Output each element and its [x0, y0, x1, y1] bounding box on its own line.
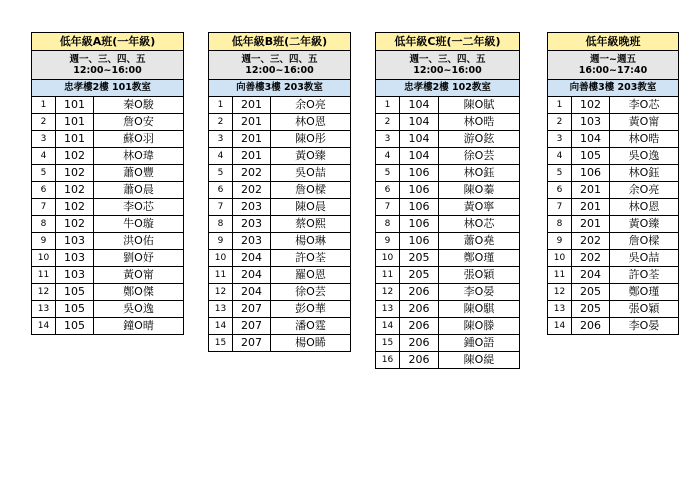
- student-name: 詹O樑: [610, 233, 679, 250]
- row-number: 7: [209, 199, 233, 216]
- homeroom-number: 102: [56, 165, 94, 182]
- student-row: [548, 284, 679, 301]
- homeroom-number: 106: [400, 165, 439, 182]
- student-row: [209, 267, 351, 284]
- row-number: 1: [376, 97, 400, 114]
- schedule-cell: [32, 51, 184, 80]
- student-row: [209, 301, 351, 318]
- student-row: [376, 352, 520, 369]
- student-name: 牛O璇: [94, 216, 184, 233]
- student-name: 鄭O瑾: [439, 250, 520, 267]
- row-number: 1: [32, 97, 56, 114]
- class-table-b: [208, 32, 351, 352]
- student-row: [548, 216, 679, 233]
- schedule-time: 12:00~16:00: [73, 65, 142, 76]
- class-title: 低年級A班(一年級): [32, 33, 184, 51]
- row-number: 14: [32, 318, 56, 335]
- homeroom-number: 106: [400, 182, 439, 199]
- row-number: 11: [209, 267, 233, 284]
- student-name: 張O穎: [439, 267, 520, 284]
- student-row: [32, 199, 184, 216]
- student-row: [32, 284, 184, 301]
- student-row: [548, 199, 679, 216]
- homeroom-number: 105: [56, 301, 94, 318]
- schedule-time: 12:00~16:00: [413, 65, 482, 76]
- student-name: 詹O樑: [271, 182, 351, 199]
- homeroom-number: 104: [400, 131, 439, 148]
- student-name: 黃O寧: [439, 199, 520, 216]
- student-name: 林O芯: [439, 216, 520, 233]
- student-row: [32, 131, 184, 148]
- student-row: [209, 216, 351, 233]
- student-row: [209, 114, 351, 131]
- homeroom-number: 202: [572, 250, 610, 267]
- student-name: 陳O滕: [439, 318, 520, 335]
- row-number: 13: [376, 301, 400, 318]
- row-number: 11: [376, 267, 400, 284]
- row-number: 12: [32, 284, 56, 301]
- row-number: 7: [32, 199, 56, 216]
- row-number: 8: [32, 216, 56, 233]
- table-title-row: [548, 33, 679, 51]
- row-number: 5: [548, 165, 572, 182]
- row-number: 14: [209, 318, 233, 335]
- schedule-cell: [376, 51, 520, 80]
- student-row: [209, 131, 351, 148]
- homeroom-number: 103: [56, 267, 94, 284]
- homeroom-number: 207: [233, 301, 271, 318]
- student-name: 吳O逸: [610, 148, 679, 165]
- row-number: 13: [209, 301, 233, 318]
- homeroom-number: 201: [233, 131, 271, 148]
- student-row: [548, 131, 679, 148]
- homeroom-number: 203: [233, 216, 271, 233]
- student-row: [32, 182, 184, 199]
- student-name: 林O鈺: [610, 165, 679, 182]
- row-number: 2: [209, 114, 233, 131]
- student-name: 陳O蓁: [439, 182, 520, 199]
- homeroom-number: 204: [572, 267, 610, 284]
- row-number: 2: [548, 114, 572, 131]
- student-name: 余O亮: [271, 97, 351, 114]
- student-name: 潘O霆: [271, 318, 351, 335]
- student-name: 許O荃: [271, 250, 351, 267]
- student-row: [548, 182, 679, 199]
- row-number: 5: [209, 165, 233, 182]
- row-number: 2: [32, 114, 56, 131]
- student-row: [548, 148, 679, 165]
- student-row: [376, 233, 520, 250]
- homeroom-number: 102: [56, 148, 94, 165]
- row-number: 3: [32, 131, 56, 148]
- row-number: 10: [209, 250, 233, 267]
- schedule-days: 週一、三、四、五: [69, 54, 146, 65]
- homeroom-number: 207: [233, 335, 271, 352]
- homeroom-number: 206: [400, 318, 439, 335]
- classroom-row: [32, 80, 184, 97]
- student-row: [376, 318, 520, 335]
- student-name: 吳O喆: [610, 250, 679, 267]
- row-number: 16: [376, 352, 400, 369]
- homeroom-number: 207: [233, 318, 271, 335]
- student-row: [32, 301, 184, 318]
- student-name: 徐O芸: [439, 148, 520, 165]
- class-table-evening: [547, 32, 679, 335]
- row-number: 9: [209, 233, 233, 250]
- student-name: 黃O甯: [94, 267, 184, 284]
- student-name: 李O晏: [439, 284, 520, 301]
- schedule-time: 12:00~16:00: [245, 65, 314, 76]
- row-number: 8: [376, 216, 400, 233]
- homeroom-number: 104: [400, 97, 439, 114]
- schedule-row: [548, 51, 679, 80]
- classroom-location: 忠孝樓2樓 102教室: [376, 80, 520, 97]
- student-name: 陳O彤: [271, 131, 351, 148]
- homeroom-number: 102: [572, 97, 610, 114]
- class-table-c: [375, 32, 520, 369]
- student-row: [548, 233, 679, 250]
- homeroom-number: 203: [233, 199, 271, 216]
- student-row: [209, 199, 351, 216]
- student-row: [32, 216, 184, 233]
- student-name: 黃O臻: [271, 148, 351, 165]
- row-number: 4: [209, 148, 233, 165]
- student-name: 林O瑋: [94, 148, 184, 165]
- row-number: 8: [548, 216, 572, 233]
- row-number: 14: [548, 318, 572, 335]
- schedule-row: [209, 51, 351, 80]
- student-row: [209, 250, 351, 267]
- classroom-row: [209, 80, 351, 97]
- homeroom-number: 204: [233, 284, 271, 301]
- student-row: [209, 97, 351, 114]
- schedule-row: [32, 51, 184, 80]
- row-number: 13: [548, 301, 572, 318]
- homeroom-number: 101: [56, 131, 94, 148]
- homeroom-number: 202: [233, 165, 271, 182]
- student-name: 陳O騏: [439, 301, 520, 318]
- student-name: 蕭O豐: [94, 165, 184, 182]
- student-name: 李O芯: [610, 97, 679, 114]
- homeroom-number: 101: [56, 114, 94, 131]
- student-row: [32, 114, 184, 131]
- student-row: [548, 301, 679, 318]
- row-number: 10: [376, 250, 400, 267]
- student-name: 鍾O語: [439, 335, 520, 352]
- row-number: 12: [376, 284, 400, 301]
- student-name: 張O穎: [610, 301, 679, 318]
- student-name: 林O鈺: [439, 165, 520, 182]
- student-name: 李O晏: [610, 318, 679, 335]
- homeroom-number: 102: [56, 216, 94, 233]
- homeroom-number: 201: [233, 148, 271, 165]
- student-name: 李O芯: [94, 199, 184, 216]
- student-name: 彭O華: [271, 301, 351, 318]
- homeroom-number: 205: [572, 284, 610, 301]
- row-number: 2: [376, 114, 400, 131]
- row-number: 8: [209, 216, 233, 233]
- row-number: 6: [209, 182, 233, 199]
- student-row: [376, 335, 520, 352]
- homeroom-number: 102: [56, 182, 94, 199]
- homeroom-number: 106: [400, 233, 439, 250]
- student-row: [32, 267, 184, 284]
- student-name: 陳O晨: [271, 199, 351, 216]
- homeroom-number: 201: [233, 114, 271, 131]
- row-number: 9: [548, 233, 572, 250]
- student-name: 林O晧: [610, 131, 679, 148]
- row-number: 3: [209, 131, 233, 148]
- student-row: [376, 284, 520, 301]
- classroom-location: 向善樓3樓 203教室: [548, 80, 679, 97]
- student-name: 羅O恩: [271, 267, 351, 284]
- student-row: [376, 301, 520, 318]
- schedule-cell: [548, 51, 679, 80]
- row-number: 15: [209, 335, 233, 352]
- row-number: 9: [376, 233, 400, 250]
- homeroom-number: 201: [572, 216, 610, 233]
- student-row: [32, 97, 184, 114]
- student-row: [376, 199, 520, 216]
- student-row: [376, 148, 520, 165]
- row-number: 6: [32, 182, 56, 199]
- student-row: [376, 250, 520, 267]
- student-name: 徐O芸: [271, 284, 351, 301]
- student-row: [548, 318, 679, 335]
- homeroom-number: 103: [56, 250, 94, 267]
- row-number: 1: [209, 97, 233, 114]
- row-number: 12: [209, 284, 233, 301]
- student-row: [548, 97, 679, 114]
- homeroom-number: 202: [233, 182, 271, 199]
- homeroom-number: 201: [233, 97, 271, 114]
- homeroom-number: 201: [572, 182, 610, 199]
- student-name: 蘇O羽: [94, 131, 184, 148]
- student-row: [32, 250, 184, 267]
- student-row: [209, 335, 351, 352]
- row-number: 5: [376, 165, 400, 182]
- row-number: 14: [376, 318, 400, 335]
- classroom-row: [376, 80, 520, 97]
- student-name: 余O亮: [610, 182, 679, 199]
- homeroom-number: 204: [233, 267, 271, 284]
- homeroom-number: 206: [400, 284, 439, 301]
- schedule-days: 週一、三、四、五: [409, 54, 486, 65]
- homeroom-number: 106: [400, 199, 439, 216]
- homeroom-number: 205: [400, 267, 439, 284]
- homeroom-number: 202: [572, 233, 610, 250]
- table-title-row: [209, 33, 351, 51]
- homeroom-number: 201: [572, 199, 610, 216]
- student-name: 劉O妤: [94, 250, 184, 267]
- homeroom-number: 205: [572, 301, 610, 318]
- student-name: 蕭O堯: [439, 233, 520, 250]
- class-title: 低年級C班(一二年級): [376, 33, 520, 51]
- student-row: [209, 284, 351, 301]
- homeroom-number: 105: [572, 148, 610, 165]
- row-number: 13: [32, 301, 56, 318]
- homeroom-number: 105: [56, 284, 94, 301]
- table-title-row: [376, 33, 520, 51]
- student-row: [376, 131, 520, 148]
- homeroom-number: 205: [400, 250, 439, 267]
- homeroom-number: 206: [400, 301, 439, 318]
- homeroom-number: 104: [572, 131, 610, 148]
- homeroom-number: 106: [572, 165, 610, 182]
- schedule-time: 16:00~17:40: [578, 65, 648, 76]
- class-title: 低年級晚班: [548, 33, 679, 51]
- student-row: [32, 233, 184, 250]
- row-number: 10: [548, 250, 572, 267]
- classroom-location: 向善樓3樓 203教室: [209, 80, 351, 97]
- student-row: [376, 216, 520, 233]
- student-row: [376, 182, 520, 199]
- student-row: [548, 267, 679, 284]
- homeroom-number: 206: [572, 318, 610, 335]
- student-name: 楊O琳: [271, 233, 351, 250]
- homeroom-number: 103: [56, 233, 94, 250]
- row-number: 7: [548, 199, 572, 216]
- class-table-a: [31, 32, 184, 335]
- homeroom-number: 101: [56, 97, 94, 114]
- student-name: 鄭O傑: [94, 284, 184, 301]
- student-name: 陳O賦: [439, 97, 520, 114]
- schedule-days: 週一、三、四、五: [241, 54, 318, 65]
- schedule-days: 週一~週五: [590, 54, 636, 65]
- student-row: [209, 182, 351, 199]
- student-row: [32, 165, 184, 182]
- row-number: 5: [32, 165, 56, 182]
- student-name: 吳O喆: [271, 165, 351, 182]
- student-row: [32, 148, 184, 165]
- homeroom-number: 206: [400, 335, 439, 352]
- student-row: [376, 97, 520, 114]
- student-row: [209, 165, 351, 182]
- row-number: 11: [32, 267, 56, 284]
- student-name: 楊O睎: [271, 335, 351, 352]
- homeroom-number: 103: [572, 114, 610, 131]
- student-name: 黃O臻: [610, 216, 679, 233]
- row-number: 15: [376, 335, 400, 352]
- homeroom-number: 102: [56, 199, 94, 216]
- row-number: 3: [548, 131, 572, 148]
- student-name: 陳O緹: [439, 352, 520, 369]
- classroom-location: 忠孝樓2樓 101教室: [32, 80, 184, 97]
- student-name: 許O荃: [610, 267, 679, 284]
- student-row: [209, 233, 351, 250]
- student-name: 游O鉉: [439, 131, 520, 148]
- row-number: 10: [32, 250, 56, 267]
- student-name: 林O恩: [271, 114, 351, 131]
- student-row: [376, 267, 520, 284]
- row-number: 6: [548, 182, 572, 199]
- row-number: 6: [376, 182, 400, 199]
- homeroom-number: 105: [56, 318, 94, 335]
- student-row: [209, 148, 351, 165]
- row-number: 1: [548, 97, 572, 114]
- student-name: 林O恩: [610, 199, 679, 216]
- row-number: 4: [548, 148, 572, 165]
- student-row: [32, 318, 184, 335]
- schedule-cell: [209, 51, 351, 80]
- student-name: 吳O逸: [94, 301, 184, 318]
- student-name: 蔡O熙: [271, 216, 351, 233]
- row-number: 7: [376, 199, 400, 216]
- row-number: 12: [548, 284, 572, 301]
- student-name: 詹O安: [94, 114, 184, 131]
- class-title: 低年級B班(二年級): [209, 33, 351, 51]
- classroom-row: [548, 80, 679, 97]
- table-title-row: [32, 33, 184, 51]
- homeroom-number: 206: [400, 352, 439, 369]
- homeroom-number: 204: [233, 250, 271, 267]
- student-name: 黃O甯: [610, 114, 679, 131]
- student-row: [548, 250, 679, 267]
- student-row: [209, 318, 351, 335]
- row-number: 9: [32, 233, 56, 250]
- student-row: [376, 165, 520, 182]
- student-name: 洪O佑: [94, 233, 184, 250]
- student-name: 鄭O瑾: [610, 284, 679, 301]
- row-number: 4: [32, 148, 56, 165]
- schedule-row: [376, 51, 520, 80]
- student-row: [376, 114, 520, 131]
- student-name: 林O晧: [439, 114, 520, 131]
- homeroom-number: 203: [233, 233, 271, 250]
- homeroom-number: 104: [400, 114, 439, 131]
- row-number: 3: [376, 131, 400, 148]
- student-row: [548, 165, 679, 182]
- row-number: 4: [376, 148, 400, 165]
- homeroom-number: 106: [400, 216, 439, 233]
- student-name: 秦O駿: [94, 97, 184, 114]
- student-name: 鐘O晴: [94, 318, 184, 335]
- student-row: [548, 114, 679, 131]
- homeroom-number: 104: [400, 148, 439, 165]
- student-name: 蕭O晨: [94, 182, 184, 199]
- row-number: 11: [548, 267, 572, 284]
